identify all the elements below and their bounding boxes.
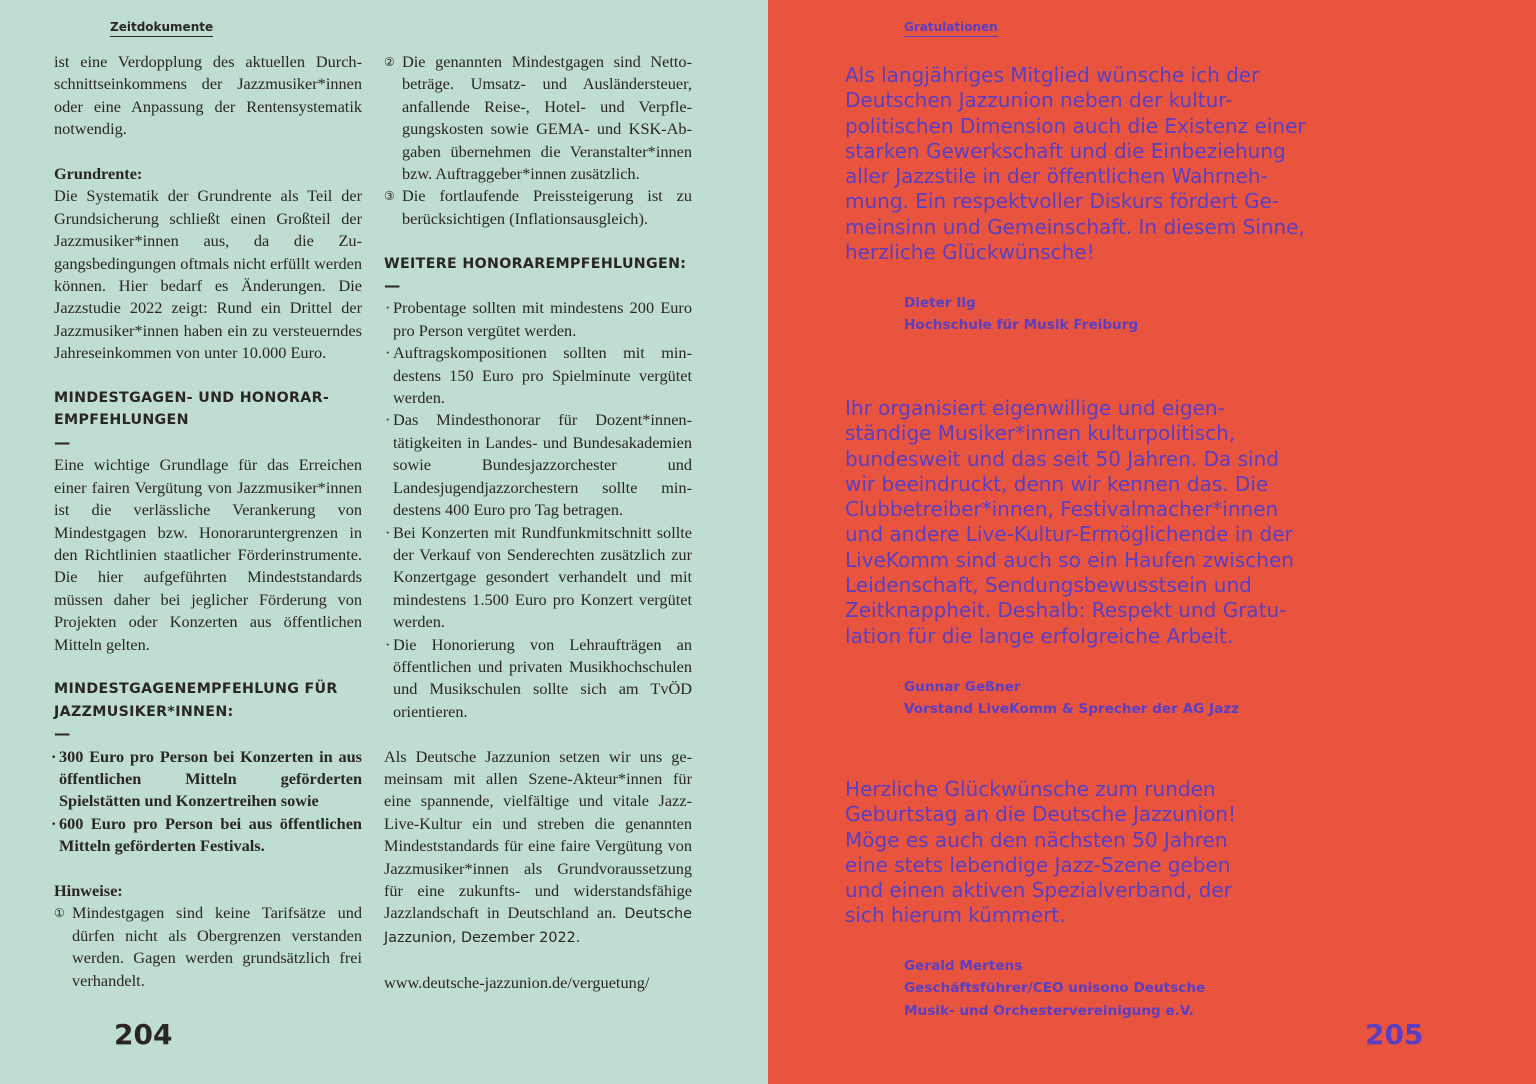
hinweise-list-continued [384, 51, 692, 230]
quote-text: Als langjähriges Mitglied wünsche ich der Deutschen Jazzunion neben der kultur- politischen Dimension auch die Existenz einer starken Gewerkschaft und die Einbeziehung aller Jazzstile in der öffentlichen Wahrneh- mung. Ein respektvoller Diskurs fördert Ge- meinsinn und Gemeinschaft. In diesem Sinne, herzliche Glückwünsche! [845, 63, 1306, 265]
website-link[interactable]: www.deutsche-jazzunion.de/verguetung/ [384, 972, 650, 992]
hinweis-text: Mindestgagen sind keine Tarifsätze und dürfen nicht als Obergrenzen verstanden werden. Gagen werden grundsätzlich frei verhandelt. [72, 903, 362, 990]
circled-number-2: ② [384, 55, 395, 69]
heading-dash: — [54, 724, 71, 744]
heading-dash: — [384, 276, 401, 296]
list-item [384, 185, 692, 230]
quote-text: Herzliche Glückwünsche zum runden Geburtstag an die Deutsche Jazzunion! Möge es auch den nächsten 50 Jahren eine stets lebendige Jazz-Szene geben und einen aktiven Spezialverband, der sich hierum kümmert. [845, 777, 1236, 928]
list-item [384, 51, 692, 185]
section-header: Zeitdokumente [110, 20, 213, 37]
hinweise-heading: Hinweise: [54, 880, 123, 900]
intro-paragraph: ist eine Verdopplung des aktuellen Durchschnittseinkommens der Jazzmusiker*innen oder eine Anpassung der Rentensystematik notwendig. [54, 52, 362, 139]
closing-signature: Deutsche Jazzunion, Dezember 2022. [384, 906, 692, 946]
grundrente-heading: Grundrente: [54, 164, 143, 184]
weitere-list [384, 297, 692, 723]
circled-number-3: ③ [384, 189, 395, 204]
text-column-2 [384, 51, 692, 994]
list-item [54, 902, 362, 992]
empfehlung-heading: MINDESTGAGENEMPFEHLUNG FÜR JAZZMUSIKER*INNEN: [54, 681, 338, 720]
list-item: · Auftragskompositionen sollten mit mindestens 150 Euro pro Spielminute vergütet werden. [384, 342, 692, 409]
weitere-heading: WEITERE HONORAREMPFEHLUNGEN: [384, 255, 687, 272]
hinweis-text: Die genannten Mindestgagen sind Nettobeträge. Umsatz- und Ausländersteuer, anfallende Reise-, Hotel- und Verpflegungskosten sowie GEMA- und KSK-Abgaben übernehmen die Veranstalter*innen bzw. Auftraggeber*innen zusätzlich. [402, 52, 692, 184]
quote-author: Dieter Ilg Hochschule für Musik Freiburg [904, 295, 1139, 334]
list-item: · 300 Euro pro Person bei Konzerten in aus öffentlichen Mitteln geförderten Spielstätten und Konzertreihen sowie [54, 746, 362, 813]
mindestgagen-paragraph: Eine wichtige Grundlage für das Erreichen einer fairen Vergütung von Jazzmusiker*innen ist die verlässliche Verankerung von Mindestgagen bzw. Honoraruntergrenzen in den Richtlinien staatlicher Förderinstrumente. Die hier aufgeführten Mindeststandards müssen daher bei jeglicher Förderung von Projekten oder Konzerten aus öffentlichen Mitteln gelten. [54, 455, 362, 654]
circled-number-1: ① [54, 906, 65, 921]
closing-paragraph [384, 746, 692, 950]
section-header: Gratulationen [904, 20, 998, 37]
heading-dash: — [54, 432, 71, 452]
list-item: · Das Mindesthonorar für Dozent*innentätigkeiten in Landes- und Bundesakademien sowie Bundesjazzorchester und Landesjugendjazzorchestern sollte mindestens 400 Euro pro Tag betragen. [384, 409, 692, 521]
hinweise-list [54, 902, 362, 992]
list-item: · Probentage sollten mit mindestens 200 Euro pro Person vergütet werden. [384, 297, 692, 342]
quote-author: Gunnar Geßner Vorstand LiveKomm & Sprecher der AG Jazz [904, 679, 1240, 718]
mindestgagen-heading: MINDESTGAGEN- UND HONORAR- EMPFEHLUNGEN [54, 390, 330, 429]
text-column-1 [54, 51, 362, 992]
grundrente-paragraph: Die Systematik der Grundrente als Teil der Grundsicherung schließt einen Großteil der Jazzmusiker*innen aus, da die Zugangsbedingungen oftmals nicht erfüllt werden können. Hier bedarf es Änderungen. Die Jazzstudie 2022 zeigt: Rund ein Drittel der Jazzmusiker*innen haben ein zu versteuerndes Jahreseinkommen von unter 10.000 Euro. [54, 186, 362, 363]
hinweis-text: Die fortlaufende Preissteigerung ist zu berücksichtigen (Inflationsausgleich). [402, 186, 692, 228]
page-number: 205 [1365, 1018, 1424, 1051]
quote-text: Ihr organisiert eigenwillige und eigen- ständige Musiker*innen kulturpolitisch, bundesweit und das seit 50 Jahren. Da sind wir beeindruckt, denn wir kennen das. Die Clubbetreiber*innen, Festivalmacher*innen und andere Live-Kultur-Ermöglichende in der LiveKomm sind auch so ein Haufen zwischen Leidenschaft, Sendungsbewusstsein und Zeitknappheit. Deshalb: Respekt und Gratu- lation für die lange erfolgreiche Arbeit. [845, 396, 1294, 648]
page-number: 204 [114, 1018, 173, 1051]
list-item: · Bei Konzerten mit Rundfunkmitschnitt sollte der Verkauf von Senderechten zusätzlich zur Konzertgage gesondert verhandelt und mit mindestens 1.500 Euro pro Konzert vergütet werden. [384, 522, 692, 634]
empfehlung-list [54, 746, 362, 858]
right-page [768, 0, 1536, 1084]
list-item: · 600 Euro pro Person bei aus öffentlichen Mitteln geförderten Festivals. [54, 813, 362, 858]
list-item: · Die Honorierung von Lehraufträgen an öffentlichen und privaten Musikhochschulen und Musikschulen sollte sich am TvÖD orientieren. [384, 634, 692, 724]
quote-author: Gerald Mertens Geschäftsführer/CEO unisono Deutsche Musik- und Orchestervereinigung e.V. [904, 958, 1206, 1019]
closing-text: Als Deutsche Jazzunion setzen wir uns gemeinsam mit allen Szene-Akteur*innen für eine spannende, vielfältige und vitale Jazz-Live-Kultur ein und streben die genannten Mindeststandards für eine faire Vergütung von Jazzmusiker*innen als Grundvoraussetzung für eine zukunfts- und widerstandsfähige Jazzlandschaft in Deutschland an. [384, 746, 692, 923]
